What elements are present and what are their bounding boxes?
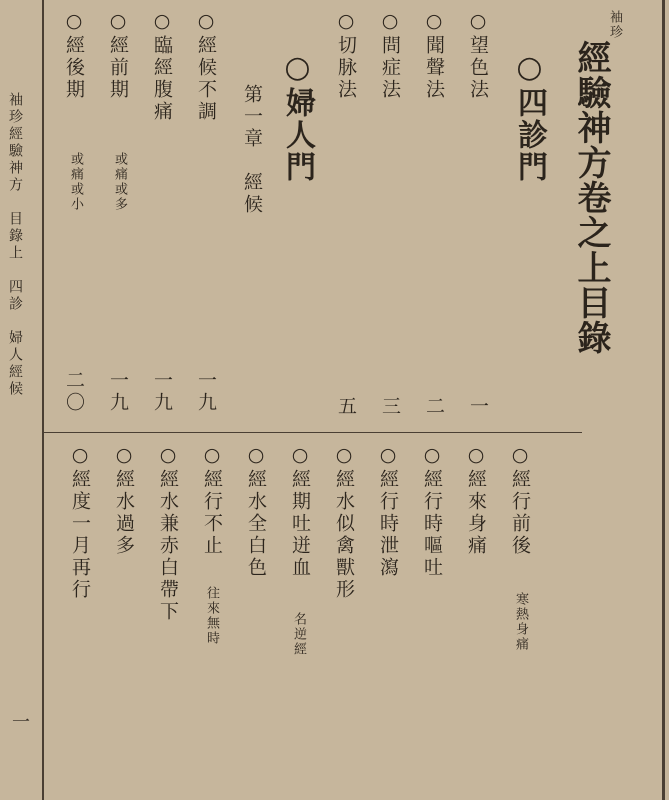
entry-page: 一九 <box>195 370 217 414</box>
entry-title: ○經前期 <box>107 10 129 101</box>
entry-title: ○經水全白色 <box>245 444 267 579</box>
entry-title: ○問症法 <box>379 10 401 101</box>
entry-page: 三 <box>379 396 401 418</box>
entry-title: ○望色法 <box>467 10 489 101</box>
entry-title: ○經期吐迸血 <box>289 444 311 579</box>
folio-number: 一 <box>9 712 30 730</box>
entry-page: 一 <box>467 396 489 418</box>
entry-title: ○切脉法 <box>335 10 357 101</box>
entry-title: ○經水似禽獸形 <box>333 444 355 601</box>
entry-title: ○經度一月再行 <box>69 444 91 601</box>
middle-divider-rule <box>42 432 582 433</box>
entry-note: 或痛或多 <box>112 152 127 212</box>
entry-page: 二 <box>423 396 445 418</box>
running-head: 袖珍經驗神方 目錄上 四診 婦人經候 <box>7 92 23 398</box>
entry-title: ○經後期 <box>63 10 85 101</box>
entry-page: 二〇 <box>63 370 85 414</box>
entry-note: 寒熱身痛 <box>513 592 528 652</box>
entry-page: 一九 <box>107 370 129 414</box>
entry-note: 名逆經 <box>291 612 306 657</box>
book-title: 經驗神方卷之上目錄 <box>571 40 611 355</box>
entry-title: ○經行前後 <box>509 444 531 557</box>
entry-title: ○經行時嘔吐 <box>421 444 443 579</box>
chapter-heading: 第一章 經候 <box>241 84 263 216</box>
entry-title: ○經來身痛 <box>465 444 487 557</box>
entry-page: 一九 <box>151 370 173 414</box>
entry-note: 或痛或小 <box>68 152 83 212</box>
section-heading-sizhen: ○四診門 <box>512 50 547 183</box>
entry-title: ○聞聲法 <box>423 10 445 101</box>
entry-title: ○臨經腹痛 <box>151 10 173 123</box>
right-frame-rule <box>662 0 665 800</box>
left-margin-rule <box>42 0 44 800</box>
entry-title: ○經行時泄瀉 <box>377 444 399 579</box>
series-label: 袖珍 <box>607 10 622 40</box>
entry-title: ○經行不止 <box>201 444 223 557</box>
entry-title: ○經候不調 <box>195 10 217 123</box>
entry-page: 五 <box>335 396 357 418</box>
entry-note: 往來無時 <box>204 586 219 646</box>
entry-title: ○經水兼赤白帶下 <box>157 444 179 623</box>
section-heading-furen: ○婦人門 <box>280 50 315 183</box>
entry-title: ○經水過多 <box>113 444 135 557</box>
